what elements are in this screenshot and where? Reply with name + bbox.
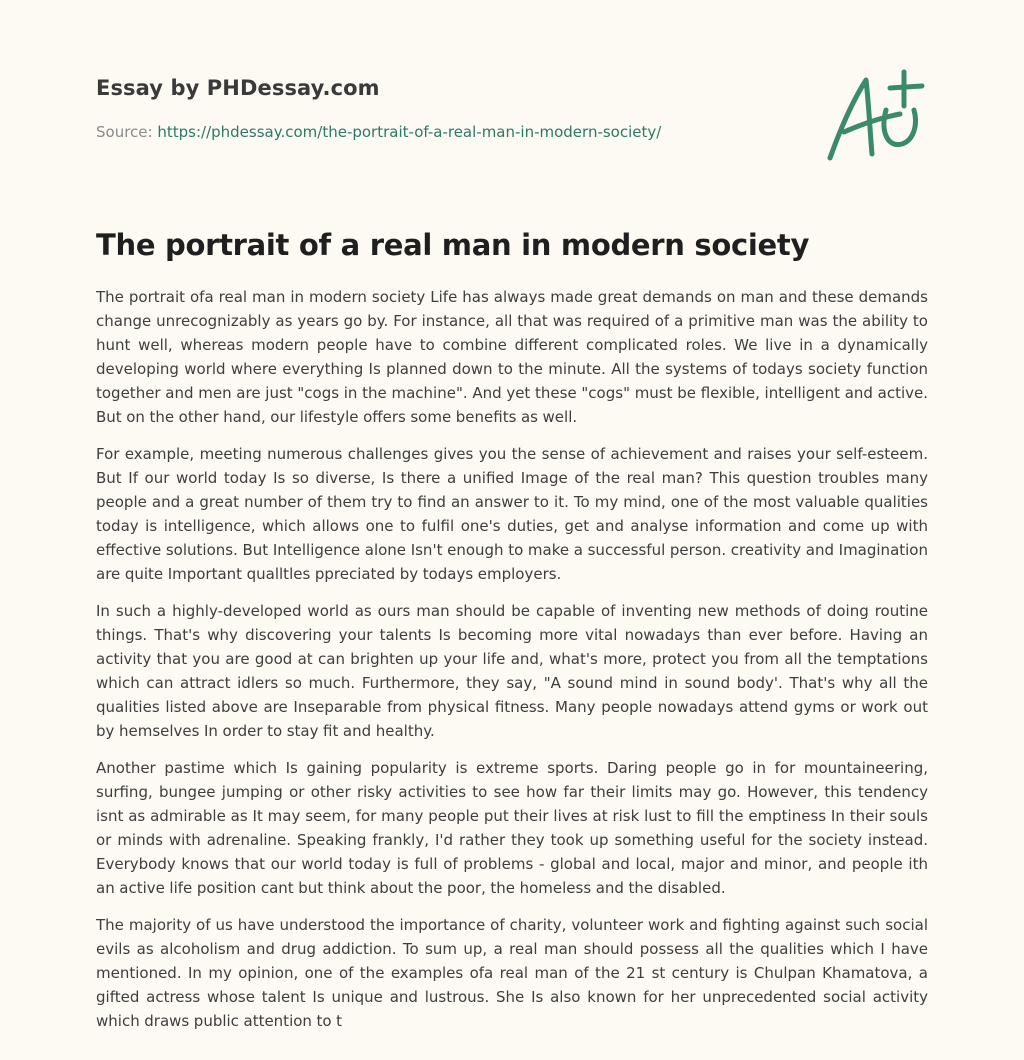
site-title: Essay by PHDessay.com	[96, 76, 380, 100]
source-link[interactable]: https://phdessay.com/the-portrait-of-a-real-man-in-modern-society/	[157, 123, 662, 141]
essay-paragraph: For example, meeting numerous challenges gives you the sense of achievement and raises your self-esteem. But If our world today Is so diverse, Is there a unified Image of the real man? This question troubles many people and a great number of them try to find an answer to it. To my mind, one of the most valuable qualities today is intelligence, which allows one to fulfil one's duties, get and analyse information and come up with effective solutions. But Intelligence alone Isn't enough to make a successful person. creativity and Imagination are quite Important qualltles ppreciated by todays employers.	[96, 445, 928, 583]
essay-paragraph: Another pastime which Is gaining popularity is extreme sports. Daring people go in for mountaineering, surfing, bungee jumping or other risky activities to see how far their limits may go. However, this tendency isnt as admirable as It may seem, for many people put their lives at risk lust to fill the emptiness In their souls or minds with adrenaline. Speaking frankly, I'd rather they took up something useful for the society instead. Everybody knows that our world today is full of problems - global and local, major and minor, and people ith an active life position cant but think about the poor, the homeless and the disabled.	[96, 759, 928, 897]
essay-paragraph: The portrait ofa real man in modern society Life has always made great demands on man and these demands change unrecognizably as years go by. For instance, all that was required of a primitive man was the ability to hunt well, whereas modern people have to combine different complicated roles. We live in a dynamically developing world where everything Is planned down to the minute. All the systems of todays society function together and men are just "cogs in the machine". And yet these "cogs" must be flexible, intelligent and active. But on the other hand, our lifestyle offers some benefits as well.	[96, 288, 928, 426]
source-line	[96, 123, 661, 141]
essay-paragraph: In such a highly-developed world as ours man should be capable of inventing new methods of doing routine things. That's why discovering your talents Is becoming more vital nowadays than ever before. Having an activity that you are good at can brighten up your life and, what's more, protect you from all the temptations which can attract idlers so much. Furthermore, they say, "A sound mind in sound body'. That's why all the qualities listed above are Inseparable from physical fitness. Many people nowadays attend gyms or work out by hemselves In order to stay fit and healthy.	[96, 602, 928, 740]
essay-paragraph: The majority of us have understood the importance of charity, volunteer work and fighting against such social evils as alcoholism and drug addiction. To sum up, a real man should possess all the qualities which I have mentioned. In my opinion, one of the examples ofa real man of the 21 st century is Chulpan Khamatova, a gifted actress whose talent Is unique and lustrous. She Is also known for her unprecedented social activity which draws public attention to t	[96, 916, 928, 1030]
a-plus-grade-icon	[822, 66, 934, 166]
source-label: Source:	[96, 123, 153, 141]
essay-body	[96, 285, 928, 1033]
page-header	[96, 0, 928, 190]
essay-title: The portrait of a real man in modern society	[96, 228, 810, 262]
